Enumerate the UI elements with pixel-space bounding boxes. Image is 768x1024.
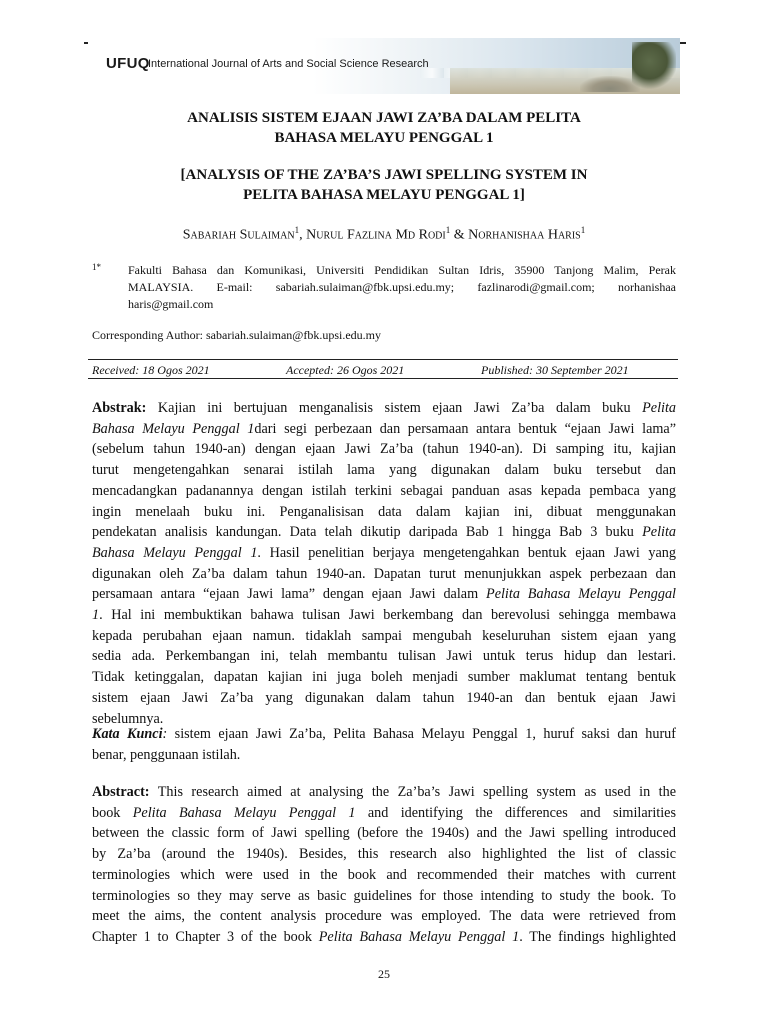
author-2: Nurul Fazlina Md Rodi xyxy=(306,227,446,243)
author-sep-1: , xyxy=(299,227,307,243)
abstrak-line xyxy=(92,522,676,543)
journal-name: International Journal of Arts and Social Science Research xyxy=(148,58,429,70)
book-title: Pelita Bahasa Melayu Penggal xyxy=(486,586,676,603)
english-title xyxy=(92,165,676,205)
book-title: Bahasa Melayu Penggal 1 xyxy=(92,544,258,561)
abstrak-line xyxy=(92,605,676,626)
kata-kunci-line: benar, penggunaan istilah. xyxy=(92,746,241,763)
english-title-line-2: PELITA BAHASA MELAYU PENGGAL 1] xyxy=(243,187,525,203)
abstract-text: Chapter 1 to Chapter 3 of the book xyxy=(92,928,319,945)
abstrak-paragraph xyxy=(92,398,676,729)
corresponding-author: Corresponding Author: sabariah.sulaiman@fbk.upsi.edu.my xyxy=(92,328,382,342)
abstrak-text: . Hasil penelitian berjaya mengetengahkan bentuk ejaan Jawi yang xyxy=(257,544,676,561)
affiliation-mark: 1* xyxy=(92,262,101,272)
abstrak-text: persamaan antara “ejaan Jawi lama” dengan ejaan Jawi dalam xyxy=(92,586,487,603)
abstrak-line: kepada perubahan ejaan namun. tidaklah sampai mengubah keseluruhan sistem ejaan yang xyxy=(92,627,676,644)
abstract-line: between the classic form of Jawi spelling (before the 1940s) and the Jawi spelling introduced xyxy=(92,825,676,842)
journal-header-banner xyxy=(88,38,680,94)
abstrak-text: dari segi perbezaan dan persamaan antara bentuk “ejaan Jawi lama” xyxy=(254,420,676,437)
received-date: Received: 18 Ogos 2021 xyxy=(92,363,210,377)
kata-kunci-line xyxy=(92,724,676,745)
abstrak-line: sistem ejaan Jawi Za’ba yang digunakan dalam tahun 1940-an dan bentuk ejaan Jawi xyxy=(92,689,676,706)
affiliation-line-2: MALAYSIA. E-mail: sabariah.sulaiman@fbk.upsi.edu.my; fazlinarodi@gmail.com; norhanishaa xyxy=(128,280,676,294)
author-1: Sabariah Sulaiman xyxy=(182,227,295,243)
kata-kunci-paragraph xyxy=(92,724,676,765)
banner-trees xyxy=(632,42,676,90)
abstrak-line xyxy=(92,584,676,605)
dates-bottom-rule xyxy=(88,378,678,379)
page-number: 25 xyxy=(378,967,390,981)
kata-kunci-label: Kata Kunci xyxy=(92,726,163,742)
book-title: Pelita xyxy=(642,400,676,416)
abstract-line xyxy=(92,927,676,948)
abstract-text: This research aimed at analysing the Za’ba’s Jawi spelling system as used in the xyxy=(149,784,676,800)
abstract-line: terminologies which were used in the book and recommended their matches with current xyxy=(92,866,676,883)
kata-kunci-colon: : xyxy=(162,726,168,742)
book-title: Pelita Bahasa Melayu Penggal 1 xyxy=(318,928,520,945)
author-list xyxy=(92,225,676,244)
author-1-affil: 1 xyxy=(294,225,300,235)
abstrak-line: turut mengetengahkan senarai istilah lama yang digunakan dalam buku tersebut dan xyxy=(92,462,676,479)
abstract-line: terminologies so they may serve as basic guidelines for those intending to study the book. To xyxy=(92,887,676,904)
malay-title-line-2: BAHASA MELAYU PENGGAL 1 xyxy=(274,130,494,146)
abstract-line xyxy=(92,803,676,824)
abstract-label: Abstract: xyxy=(92,784,150,800)
abstract-paragraph xyxy=(92,782,676,948)
abstrak-line xyxy=(92,419,676,440)
author-3: Norhanishaa Haris xyxy=(468,227,581,243)
english-title-line-1: [ANALYSIS OF THE ZA’BA’S JAWI SPELLING SYSTEM IN xyxy=(180,167,588,183)
abstract-line: meet the aims, the content analysis procedure was employed. The data were retrieved from xyxy=(92,908,676,925)
banner-rocks xyxy=(580,76,640,92)
abstract-line: by Za’ba (around the 1940s). Besides, this research also highlighted the list of classic xyxy=(92,846,676,863)
malay-title-line-1: ANALISIS SISTEM EJAAN JAWI ZA’BA DALAM PELITA xyxy=(187,110,581,126)
accepted-date: Accepted: 26 Ogos 2021 xyxy=(286,363,405,377)
book-title: Pelita Bahasa Melayu Penggal 1 xyxy=(132,804,356,821)
abstract-line xyxy=(92,782,676,803)
dates-top-rule xyxy=(88,359,678,360)
published-date: Published: 30 September 2021 xyxy=(481,363,629,377)
abstrak-line: ingin menelaah buku ini. Penganalisisan data dalam kajian ini, dibuat menggunakan xyxy=(92,503,676,520)
journal-logo: UFUQ xyxy=(106,55,150,72)
affiliation-line-3: haris@gmail.com xyxy=(128,297,214,311)
abstrak-line: sebelumnya. xyxy=(92,710,164,727)
abstrak-line: sedia ada. Perkembangan ini, telah membantu tulisan Jawi untuk terus hidup dan lestari. xyxy=(92,648,676,665)
abstrak-line: digunakan oleh Za’ba dalam tahun 1940-an. Dapatan turut menunjukkan aspek perbezaan dan xyxy=(92,565,676,582)
author-2-affil: 1 xyxy=(445,225,451,235)
kata-kunci-text: sistem ejaan Jawi Za’ba, Pelita Bahasa Melayu Penggal 1, huruf saksi dan huruf xyxy=(167,726,676,742)
abstrak-line xyxy=(92,398,676,419)
abstrak-line xyxy=(92,543,676,564)
malay-title xyxy=(92,108,676,148)
author-3-affil: 1 xyxy=(580,225,586,235)
abstract-text: book xyxy=(92,804,133,821)
abstrak-line: (sebelum tahun 1940-an) dengan ejaan Jawi Za’ba (tahun 1940-an). Di samping itu, kajian xyxy=(92,441,676,458)
abstract-text: . The findings highlighted xyxy=(519,928,676,945)
book-title: 1 xyxy=(92,607,100,624)
affiliation xyxy=(128,262,676,313)
abstract-text: and identifying the differences and similarities xyxy=(355,804,676,821)
abstrak-text: Kajian ini bertujuan menganalisis sistem ejaan Jawi Za’ba dalam buku xyxy=(146,400,643,416)
author-sep-2: & xyxy=(450,227,469,243)
abstrak-line: Tidak ketinggalan, dapatan kajian ini juga boleh menjadi sumber maklumat tentang bentuk xyxy=(92,669,676,686)
abstrak-text: pendekatan analisis kandungan. Data telah dikutip daripada Bab 1 hingga Bab 3 buku xyxy=(92,524,643,541)
header-right-dash xyxy=(680,42,686,44)
book-title: Pelita xyxy=(642,524,676,541)
book-title: Bahasa Melayu Penggal 1 xyxy=(92,420,255,437)
abstrak-line: mencadangkan padanannya dengan istilah terkini sebagai panduan asas kepada pembaca yang xyxy=(92,482,676,499)
affiliation-line-1: Fakulti Bahasa dan Komunikasi, Universiti Pendidikan Sultan Idris, 35900 Tanjong Malim, Perak xyxy=(128,263,676,277)
abstrak-label: Abstrak: xyxy=(92,400,147,416)
abstrak-text: . Hal ini membuktikan bahawa tulisan Jawi berkembang dan berevolusi sehingga membawa xyxy=(99,607,676,624)
